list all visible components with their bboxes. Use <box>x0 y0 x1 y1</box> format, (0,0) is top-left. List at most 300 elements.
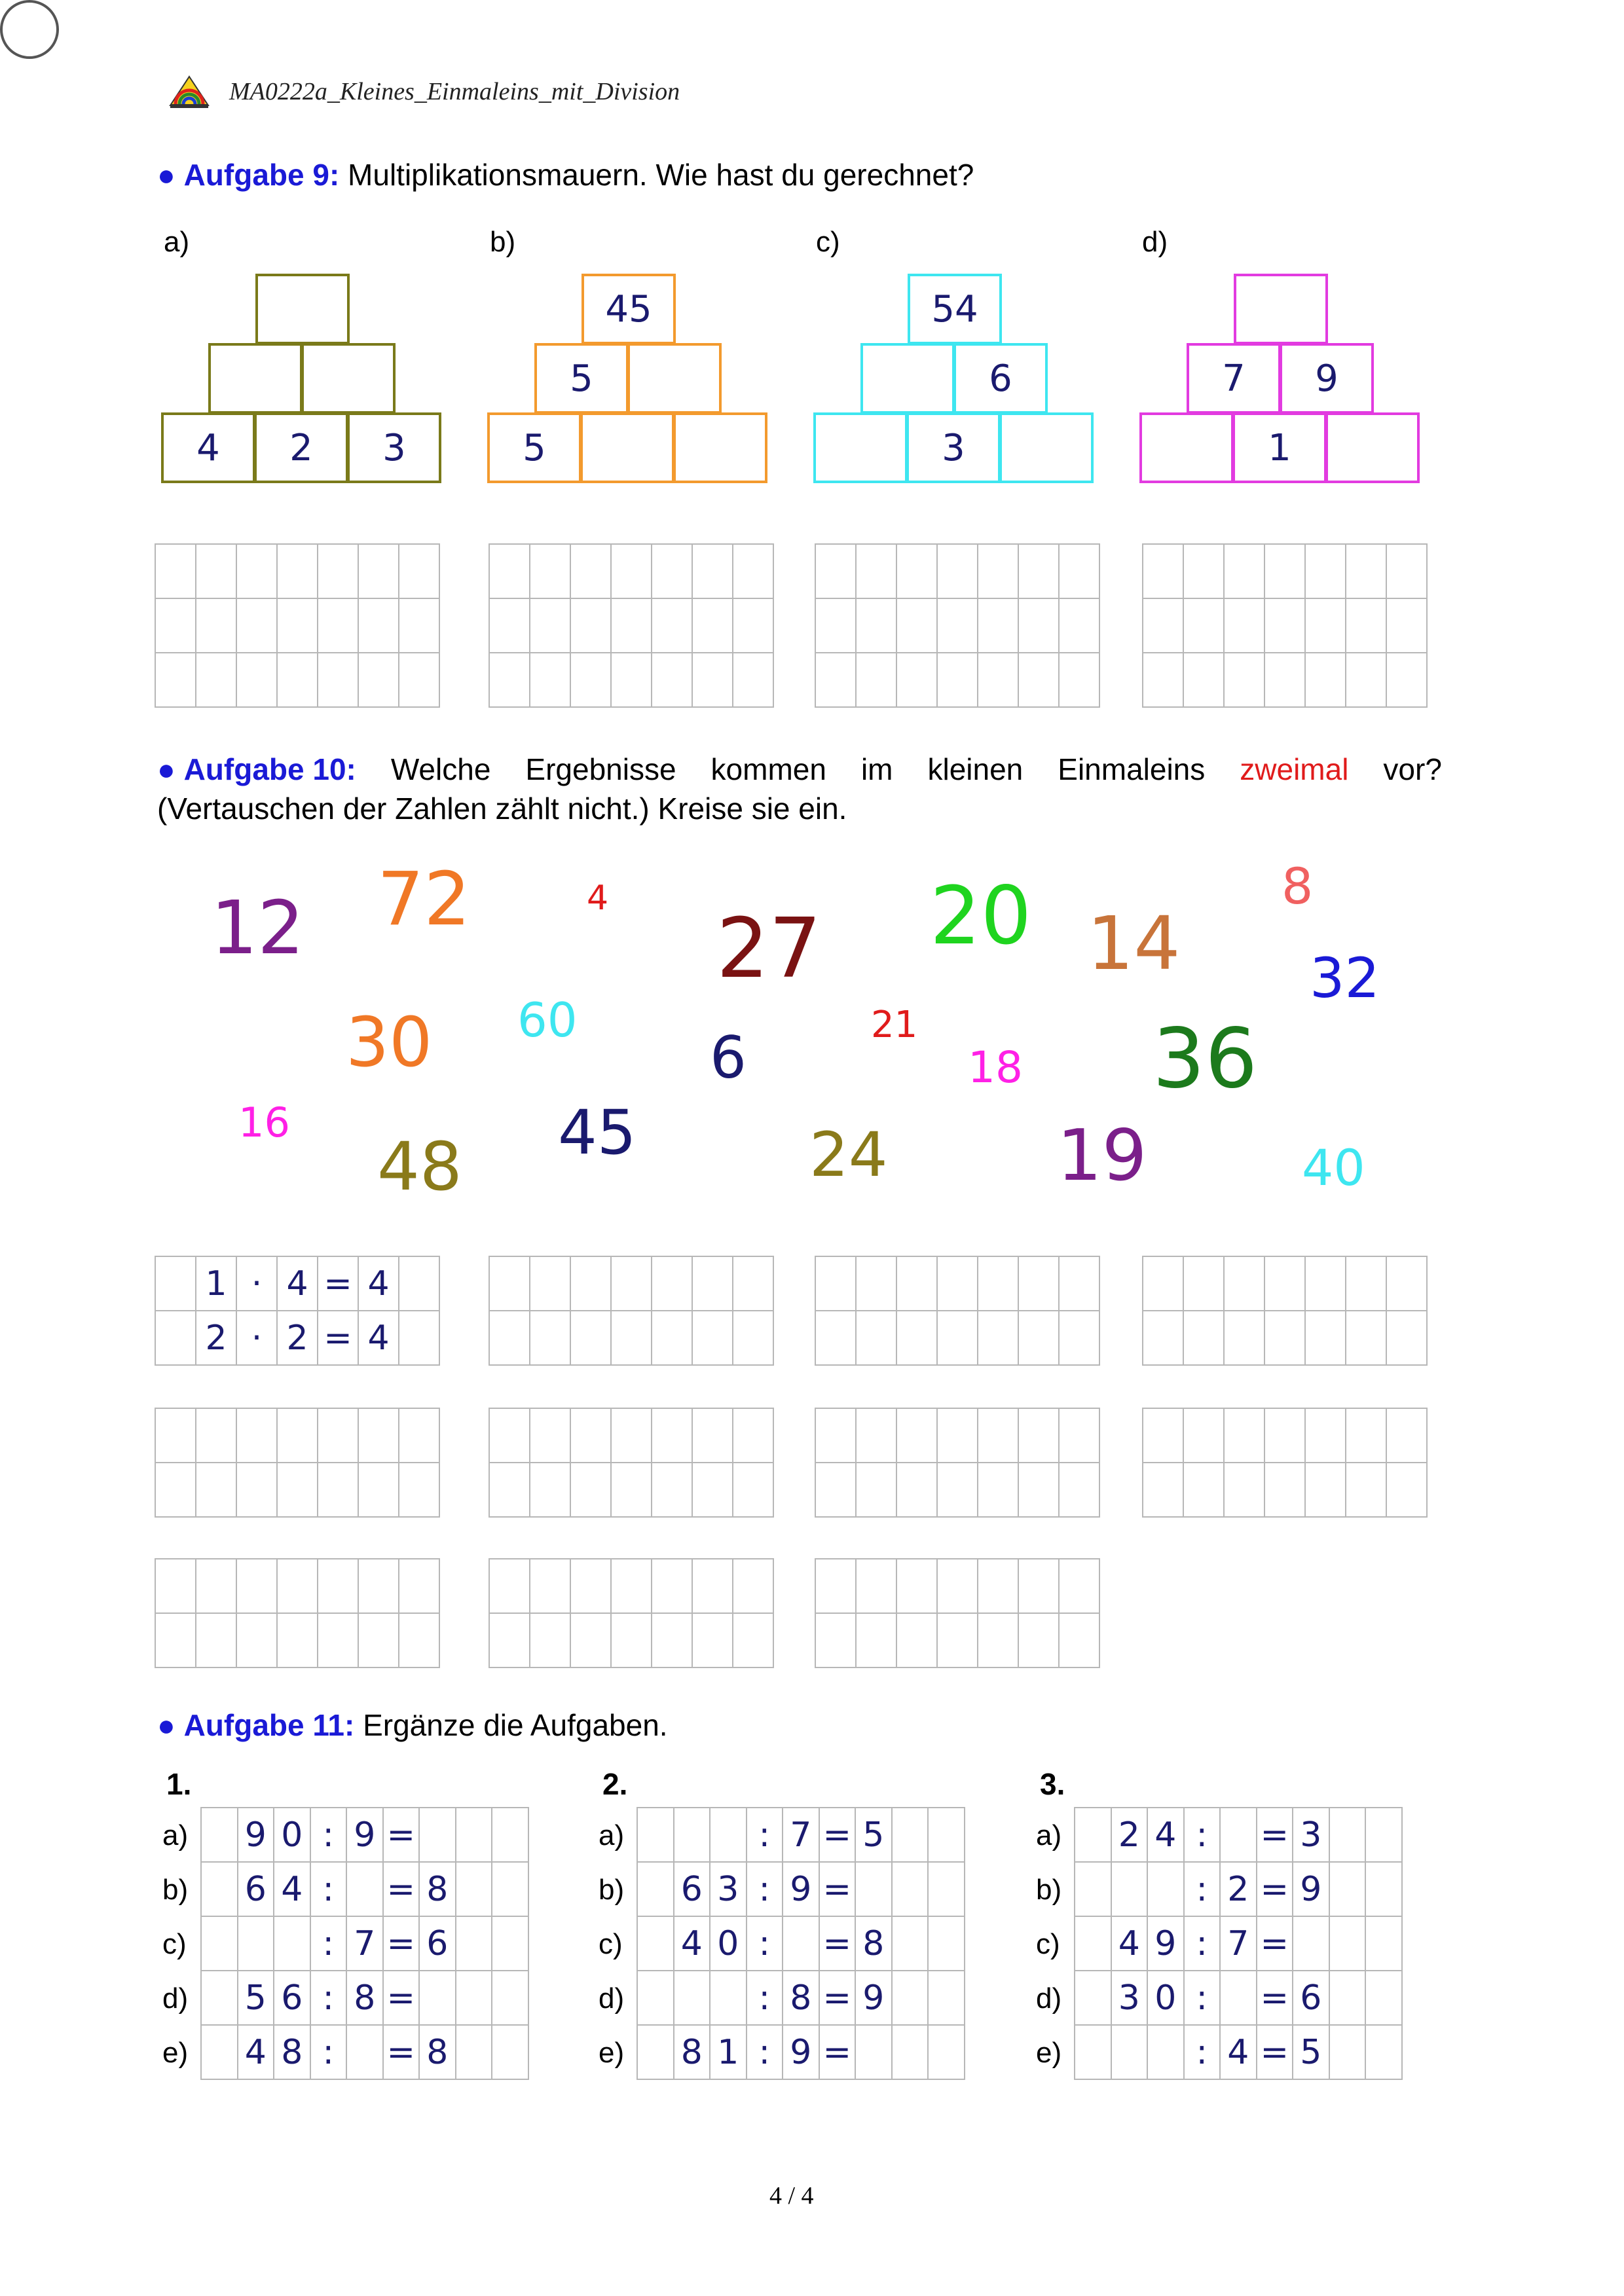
grid-cell[interactable] <box>733 1463 774 1518</box>
grid-cell[interactable] <box>456 1971 493 2026</box>
grid-cell[interactable] <box>1019 1311 1060 1366</box>
grid-cell[interactable] <box>359 599 399 653</box>
grid-cell[interactable]: 0 <box>274 1808 311 1863</box>
grid-cell[interactable] <box>1366 1808 1403 1863</box>
grid-cell[interactable] <box>612 1257 652 1311</box>
grid-cell[interactable] <box>1366 2026 1403 2080</box>
grid-cell[interactable] <box>1225 1409 1265 1463</box>
grid-cell[interactable] <box>978 1311 1019 1366</box>
grid-cell[interactable] <box>202 2026 238 2080</box>
grid-cell[interactable] <box>1112 1863 1149 1917</box>
candidate-number[interactable]: 20 <box>930 869 1032 962</box>
grid-cell[interactable]: 9 <box>783 2026 820 2080</box>
grid-cell[interactable]: = <box>1257 1971 1294 2026</box>
grid-cell[interactable] <box>571 1311 612 1366</box>
grid-cell[interactable] <box>1143 1463 1184 1518</box>
pyramid-brick[interactable]: 6 <box>953 343 1048 414</box>
grid-cell[interactable] <box>938 1559 978 1614</box>
grid-cell[interactable] <box>857 545 897 599</box>
grid-cell[interactable]: 8 <box>783 1971 820 2026</box>
grid-cell[interactable]: : <box>311 1808 348 1863</box>
grid-cell[interactable] <box>710 1808 747 1863</box>
grid-cell[interactable] <box>733 1257 774 1311</box>
grid-cell[interactable] <box>156 1257 196 1311</box>
answer-grid[interactable] <box>1142 1408 1428 1518</box>
grid-cell[interactable] <box>1075 1917 1112 1971</box>
grid-cell[interactable]: : <box>747 2026 784 2080</box>
grid-cell[interactable] <box>893 2026 929 2080</box>
grid-cell[interactable] <box>1143 599 1184 653</box>
grid-cell[interactable] <box>1346 653 1387 708</box>
grid-cell[interactable] <box>490 653 530 708</box>
pyramid-brick[interactable]: 3 <box>347 412 441 483</box>
candidate-number[interactable]: 27 <box>716 900 822 996</box>
grid-cell[interactable] <box>816 1311 857 1366</box>
grid-cell[interactable] <box>693 1311 733 1366</box>
grid-cell[interactable] <box>1366 1863 1403 1917</box>
grid-cell[interactable] <box>530 1463 571 1518</box>
grid-cell[interactable] <box>1019 1463 1060 1518</box>
grid-cell[interactable]: = <box>820 1808 857 1863</box>
grid-cell[interactable] <box>274 1917 311 1971</box>
grid-cell[interactable] <box>978 1257 1019 1311</box>
grid-cell[interactable] <box>897 1409 938 1463</box>
grid-cell[interactable] <box>856 2026 893 2080</box>
answer-grid[interactable] <box>489 1256 774 1366</box>
grid-cell[interactable] <box>897 545 938 599</box>
grid-cell[interactable] <box>156 599 196 653</box>
candidate-number[interactable]: 40 <box>1302 1139 1365 1197</box>
grid-cell[interactable] <box>897 1257 938 1311</box>
grid-cell[interactable] <box>1060 1614 1100 1668</box>
grid-cell[interactable]: : <box>1185 1971 1221 2026</box>
grid-cell[interactable]: 1 <box>710 2026 747 2080</box>
grid-cell[interactable]: : <box>1185 2026 1221 2080</box>
grid-cell[interactable] <box>1184 1409 1225 1463</box>
grid-cell[interactable] <box>857 1559 897 1614</box>
candidate-number[interactable]: 72 <box>377 857 471 942</box>
pyramid-brick[interactable]: 5 <box>487 412 581 483</box>
grid-cell[interactable] <box>638 2026 674 2080</box>
grid-cell[interactable] <box>196 1559 237 1614</box>
grid-cell[interactable] <box>1265 1311 1306 1366</box>
grid-cell[interactable] <box>1387 1463 1428 1518</box>
grid-cell[interactable] <box>492 1971 529 2026</box>
pyramid-brick[interactable] <box>208 343 303 414</box>
grid-cell[interactable] <box>674 1971 711 2026</box>
candidate-number[interactable]: 60 <box>517 993 578 1048</box>
grid-cell[interactable] <box>929 1971 965 2026</box>
grid-cell[interactable]: = <box>318 1257 359 1311</box>
grid-cell[interactable] <box>638 1917 674 1971</box>
grid-cell[interactable]: 7 <box>1221 1917 1257 1971</box>
pyramid-brick[interactable] <box>1234 274 1328 344</box>
grid-cell[interactable] <box>1265 1409 1306 1463</box>
grid-cell[interactable]: 2 <box>196 1311 237 1366</box>
grid-cell[interactable] <box>1387 1409 1428 1463</box>
pyramid-brick[interactable] <box>673 412 767 483</box>
grid-cell[interactable] <box>1330 1863 1367 1917</box>
grid-cell[interactable] <box>420 1971 456 2026</box>
grid-cell[interactable] <box>399 1559 440 1614</box>
grid-cell[interactable] <box>978 545 1019 599</box>
grid-cell[interactable] <box>733 653 774 708</box>
grid-cell[interactable] <box>156 1614 196 1668</box>
grid-cell[interactable] <box>347 2026 384 2080</box>
grid-cell[interactable] <box>399 1311 440 1366</box>
grid-cell[interactable] <box>1060 599 1100 653</box>
grid-cell[interactable] <box>1387 599 1428 653</box>
grid-cell[interactable] <box>612 1614 652 1668</box>
grid-cell[interactable] <box>492 2026 529 2080</box>
grid-cell[interactable] <box>857 599 897 653</box>
grid-cell[interactable] <box>202 1863 238 1917</box>
grid-cell[interactable]: = <box>1257 1917 1294 1971</box>
grid-cell[interactable] <box>929 1808 965 1863</box>
grid-cell[interactable] <box>733 1559 774 1614</box>
grid-cell[interactable]: : <box>1185 1863 1221 1917</box>
grid-cell[interactable] <box>897 653 938 708</box>
grid-cell[interactable] <box>1387 653 1428 708</box>
grid-cell[interactable] <box>196 1463 237 1518</box>
grid-cell[interactable] <box>237 1463 278 1518</box>
grid-cell[interactable]: 5 <box>1293 2026 1330 2080</box>
grid-cell[interactable]: = <box>820 1971 857 2026</box>
grid-cell[interactable] <box>1143 1409 1184 1463</box>
grid-cell[interactable] <box>196 653 237 708</box>
answer-grid[interactable] <box>155 1408 440 1518</box>
grid-cell[interactable]: : <box>311 1917 348 1971</box>
grid-cell[interactable] <box>693 1257 733 1311</box>
grid-cell[interactable] <box>1346 599 1387 653</box>
grid-cell[interactable] <box>693 1409 733 1463</box>
pyramid-brick[interactable]: 45 <box>581 274 676 344</box>
grid-cell[interactable] <box>1330 1808 1367 1863</box>
grid-cell[interactable]: · <box>237 1257 278 1311</box>
division-grid[interactable] <box>200 1807 529 2080</box>
pyramid-brick[interactable] <box>1139 412 1234 483</box>
grid-cell[interactable] <box>1306 1311 1346 1366</box>
grid-cell[interactable]: 1 <box>196 1257 237 1311</box>
grid-cell[interactable]: = <box>384 1808 420 1863</box>
grid-cell[interactable] <box>1366 1971 1403 2026</box>
grid-cell[interactable] <box>638 1971 674 2026</box>
grid-cell[interactable] <box>857 1463 897 1518</box>
grid-cell[interactable] <box>1306 1257 1346 1311</box>
grid-cell[interactable] <box>456 1863 493 1917</box>
grid-cell[interactable] <box>938 1614 978 1668</box>
grid-cell[interactable]: 8 <box>347 1971 384 2026</box>
grid-cell[interactable] <box>278 599 318 653</box>
grid-cell[interactable] <box>693 1614 733 1668</box>
pyramid-brick[interactable] <box>860 343 955 414</box>
grid-cell[interactable] <box>693 1559 733 1614</box>
grid-cell[interactable] <box>490 1559 530 1614</box>
grid-cell[interactable] <box>156 1559 196 1614</box>
grid-cell[interactable] <box>816 653 857 708</box>
grid-cell[interactable] <box>857 1257 897 1311</box>
candidate-number[interactable]: 36 <box>1153 1010 1258 1106</box>
grid-cell[interactable] <box>893 1971 929 2026</box>
grid-cell[interactable] <box>612 653 652 708</box>
grid-cell[interactable] <box>490 1614 530 1668</box>
grid-cell[interactable]: 5 <box>856 1808 893 1863</box>
grid-cell[interactable]: 9 <box>1293 1863 1330 1917</box>
grid-cell[interactable]: = <box>820 1917 857 1971</box>
candidate-number[interactable]: 4 <box>587 879 609 918</box>
grid-cell[interactable] <box>399 1409 440 1463</box>
grid-cell[interactable] <box>1306 1463 1346 1518</box>
grid-cell[interactable]: 0 <box>1148 1971 1185 2026</box>
answer-grid[interactable] <box>489 1408 774 1518</box>
grid-cell[interactable] <box>399 545 440 599</box>
candidate-number[interactable]: 48 <box>377 1128 462 1206</box>
grid-cell[interactable] <box>897 599 938 653</box>
grid-cell[interactable]: 2 <box>1221 1863 1257 1917</box>
grid-cell[interactable] <box>893 1863 929 1917</box>
grid-cell[interactable]: = <box>384 1863 420 1917</box>
answer-grid[interactable] <box>155 1558 440 1668</box>
grid-cell[interactable] <box>1019 1614 1060 1668</box>
grid-cell[interactable] <box>196 1409 237 1463</box>
grid-cell[interactable] <box>816 1409 857 1463</box>
grid-cell[interactable] <box>1019 1409 1060 1463</box>
grid-cell[interactable]: 0 <box>710 1917 747 1971</box>
grid-cell[interactable] <box>938 653 978 708</box>
grid-cell[interactable]: 9 <box>347 1808 384 1863</box>
grid-cell[interactable]: = <box>820 2026 857 2080</box>
candidate-number[interactable]: 18 <box>968 1042 1023 1093</box>
pyramid-brick[interactable]: 4 <box>161 412 255 483</box>
grid-cell[interactable] <box>938 1409 978 1463</box>
grid-cell[interactable] <box>1225 545 1265 599</box>
division-grid[interactable] <box>1074 1807 1403 2080</box>
grid-cell[interactable] <box>571 545 612 599</box>
grid-cell[interactable] <box>652 1409 693 1463</box>
grid-cell[interactable] <box>612 1409 652 1463</box>
grid-cell[interactable] <box>652 1559 693 1614</box>
answer-grid[interactable] <box>489 1558 774 1668</box>
grid-cell[interactable] <box>856 1863 893 1917</box>
grid-cell[interactable] <box>693 545 733 599</box>
pyramid-brick[interactable]: 54 <box>908 274 1002 344</box>
grid-cell[interactable] <box>156 1409 196 1463</box>
grid-cell[interactable] <box>1060 545 1100 599</box>
grid-cell[interactable]: 4 <box>674 1917 711 1971</box>
grid-cell[interactable] <box>237 653 278 708</box>
grid-cell[interactable]: 8 <box>420 2026 456 2080</box>
grid-cell[interactable] <box>897 1311 938 1366</box>
grid-cell[interactable] <box>490 1409 530 1463</box>
pyramid-brick[interactable]: 1 <box>1232 412 1327 483</box>
grid-cell[interactable] <box>612 1559 652 1614</box>
grid-cell[interactable] <box>929 1863 965 1917</box>
grid-cell[interactable] <box>530 1409 571 1463</box>
grid-cell[interactable] <box>359 1409 399 1463</box>
grid-cell[interactable] <box>278 653 318 708</box>
grid-cell[interactable] <box>571 1257 612 1311</box>
grid-cell[interactable] <box>1330 1971 1367 2026</box>
grid-cell[interactable] <box>490 599 530 653</box>
grid-cell[interactable] <box>399 1614 440 1668</box>
grid-cell[interactable] <box>652 653 693 708</box>
grid-cell[interactable] <box>978 1614 1019 1668</box>
pyramid-brick[interactable] <box>999 412 1094 483</box>
pyramid-brick[interactable]: 5 <box>534 343 629 414</box>
grid-cell[interactable] <box>530 545 571 599</box>
grid-cell[interactable] <box>530 1559 571 1614</box>
grid-cell[interactable] <box>278 1614 318 1668</box>
grid-cell[interactable] <box>571 653 612 708</box>
grid-cell[interactable]: : <box>747 1808 784 1863</box>
answer-grid[interactable] <box>815 1408 1100 1518</box>
grid-cell[interactable] <box>816 1257 857 1311</box>
grid-cell[interactable] <box>978 653 1019 708</box>
grid-cell[interactable] <box>1221 1971 1257 2026</box>
grid-cell[interactable] <box>156 1311 196 1366</box>
grid-cell[interactable] <box>490 1257 530 1311</box>
grid-cell[interactable]: : <box>311 1863 348 1917</box>
grid-cell[interactable] <box>1184 1257 1225 1311</box>
grid-cell[interactable] <box>1112 2026 1149 2080</box>
grid-cell[interactable] <box>938 1257 978 1311</box>
grid-cell[interactable] <box>399 653 440 708</box>
grid-cell[interactable] <box>359 1463 399 1518</box>
grid-cell[interactable] <box>399 1257 440 1311</box>
grid-cell[interactable] <box>318 1614 359 1668</box>
grid-cell[interactable] <box>1225 599 1265 653</box>
grid-cell[interactable]: : <box>1185 1917 1221 1971</box>
candidate-number[interactable]: 21 <box>871 1004 918 1046</box>
grid-cell[interactable] <box>1346 1311 1387 1366</box>
work-grid-a[interactable] <box>155 543 440 708</box>
grid-cell[interactable] <box>399 599 440 653</box>
grid-cell[interactable] <box>1366 1917 1403 1971</box>
grid-cell[interactable]: 8 <box>420 1863 456 1917</box>
grid-cell[interactable] <box>571 1463 612 1518</box>
grid-cell[interactable]: 3 <box>1293 1808 1330 1863</box>
grid-cell[interactable] <box>1060 1463 1100 1518</box>
grid-cell[interactable]: = <box>384 1917 420 1971</box>
grid-cell[interactable] <box>978 1409 1019 1463</box>
grid-cell[interactable] <box>196 599 237 653</box>
grid-cell[interactable] <box>857 1614 897 1668</box>
grid-cell[interactable] <box>156 653 196 708</box>
grid-cell[interactable]: 4 <box>1112 1917 1149 1971</box>
grid-cell[interactable] <box>1306 1409 1346 1463</box>
grid-cell[interactable] <box>318 1463 359 1518</box>
pyramid-brick[interactable] <box>255 274 350 344</box>
grid-cell[interactable] <box>1060 1409 1100 1463</box>
grid-cell[interactable] <box>1148 2026 1185 2080</box>
grid-cell[interactable] <box>1387 545 1428 599</box>
grid-cell[interactable] <box>571 1559 612 1614</box>
grid-cell[interactable] <box>237 599 278 653</box>
grid-cell[interactable] <box>490 545 530 599</box>
grid-cell[interactable] <box>1184 545 1225 599</box>
grid-cell[interactable] <box>1265 653 1306 708</box>
grid-cell[interactable] <box>612 545 652 599</box>
grid-cell[interactable] <box>490 1311 530 1366</box>
grid-cell[interactable] <box>1221 1808 1257 1863</box>
grid-cell[interactable] <box>652 1311 693 1366</box>
grid-cell[interactable] <box>196 1614 237 1668</box>
grid-cell[interactable] <box>1265 1463 1306 1518</box>
grid-cell[interactable] <box>638 1808 674 1863</box>
grid-cell[interactable] <box>196 545 237 599</box>
grid-cell[interactable] <box>1075 1808 1112 1863</box>
grid-cell[interactable] <box>638 1863 674 1917</box>
grid-cell[interactable] <box>492 1808 529 1863</box>
grid-cell[interactable]: : <box>747 1971 784 2026</box>
grid-cell[interactable] <box>1060 1559 1100 1614</box>
grid-cell[interactable]: = <box>384 2026 420 2080</box>
grid-cell[interactable] <box>652 545 693 599</box>
grid-cell[interactable] <box>530 653 571 708</box>
grid-cell[interactable] <box>1346 1463 1387 1518</box>
work-grid-d[interactable] <box>1142 543 1428 708</box>
grid-cell[interactable] <box>897 1559 938 1614</box>
grid-cell[interactable] <box>530 599 571 653</box>
grid-cell[interactable] <box>237 1614 278 1668</box>
grid-cell[interactable] <box>733 1409 774 1463</box>
grid-cell[interactable] <box>530 1614 571 1668</box>
grid-cell[interactable] <box>857 1311 897 1366</box>
grid-cell[interactable]: 9 <box>856 1971 893 2026</box>
grid-cell[interactable] <box>1293 1917 1330 1971</box>
grid-cell[interactable] <box>857 1409 897 1463</box>
answer-grid-example[interactable] <box>155 1256 440 1366</box>
grid-cell[interactable]: : <box>747 1917 784 1971</box>
grid-cell[interactable] <box>237 1409 278 1463</box>
grid-cell[interactable]: 8 <box>856 1917 893 1971</box>
grid-cell[interactable] <box>733 545 774 599</box>
grid-cell[interactable] <box>978 1463 1019 1518</box>
grid-cell[interactable] <box>938 545 978 599</box>
grid-cell[interactable]: = <box>820 1863 857 1917</box>
grid-cell[interactable] <box>318 599 359 653</box>
grid-cell[interactable] <box>318 545 359 599</box>
candidate-number[interactable]: 45 <box>558 1097 637 1169</box>
grid-cell[interactable] <box>156 1463 196 1518</box>
grid-cell[interactable] <box>1387 1311 1428 1366</box>
grid-cell[interactable] <box>978 599 1019 653</box>
pyramid-brick[interactable]: 2 <box>254 412 348 483</box>
candidate-number[interactable]: 16 <box>238 1099 290 1146</box>
grid-cell[interactable] <box>652 599 693 653</box>
grid-cell[interactable] <box>652 1257 693 1311</box>
grid-cell[interactable] <box>1330 2026 1367 2080</box>
grid-cell[interactable] <box>359 1614 399 1668</box>
grid-cell[interactable] <box>1346 1257 1387 1311</box>
grid-cell[interactable]: 6 <box>420 1917 456 1971</box>
grid-cell[interactable] <box>816 599 857 653</box>
grid-cell[interactable] <box>857 653 897 708</box>
grid-cell[interactable]: = <box>384 1971 420 2026</box>
grid-cell[interactable]: 8 <box>674 2026 711 2080</box>
grid-cell[interactable] <box>893 1917 929 1971</box>
candidate-number[interactable]: 32 <box>1310 946 1380 1010</box>
grid-cell[interactable] <box>1346 545 1387 599</box>
pyramid-brick[interactable]: 7 <box>1187 343 1281 414</box>
grid-cell[interactable] <box>652 1463 693 1518</box>
grid-cell[interactable] <box>1184 653 1225 708</box>
grid-cell[interactable] <box>202 1971 238 2026</box>
answer-grid[interactable] <box>815 1558 1100 1668</box>
grid-cell[interactable] <box>897 1463 938 1518</box>
grid-cell[interactable] <box>456 2026 493 2080</box>
grid-cell[interactable] <box>202 1917 238 1971</box>
